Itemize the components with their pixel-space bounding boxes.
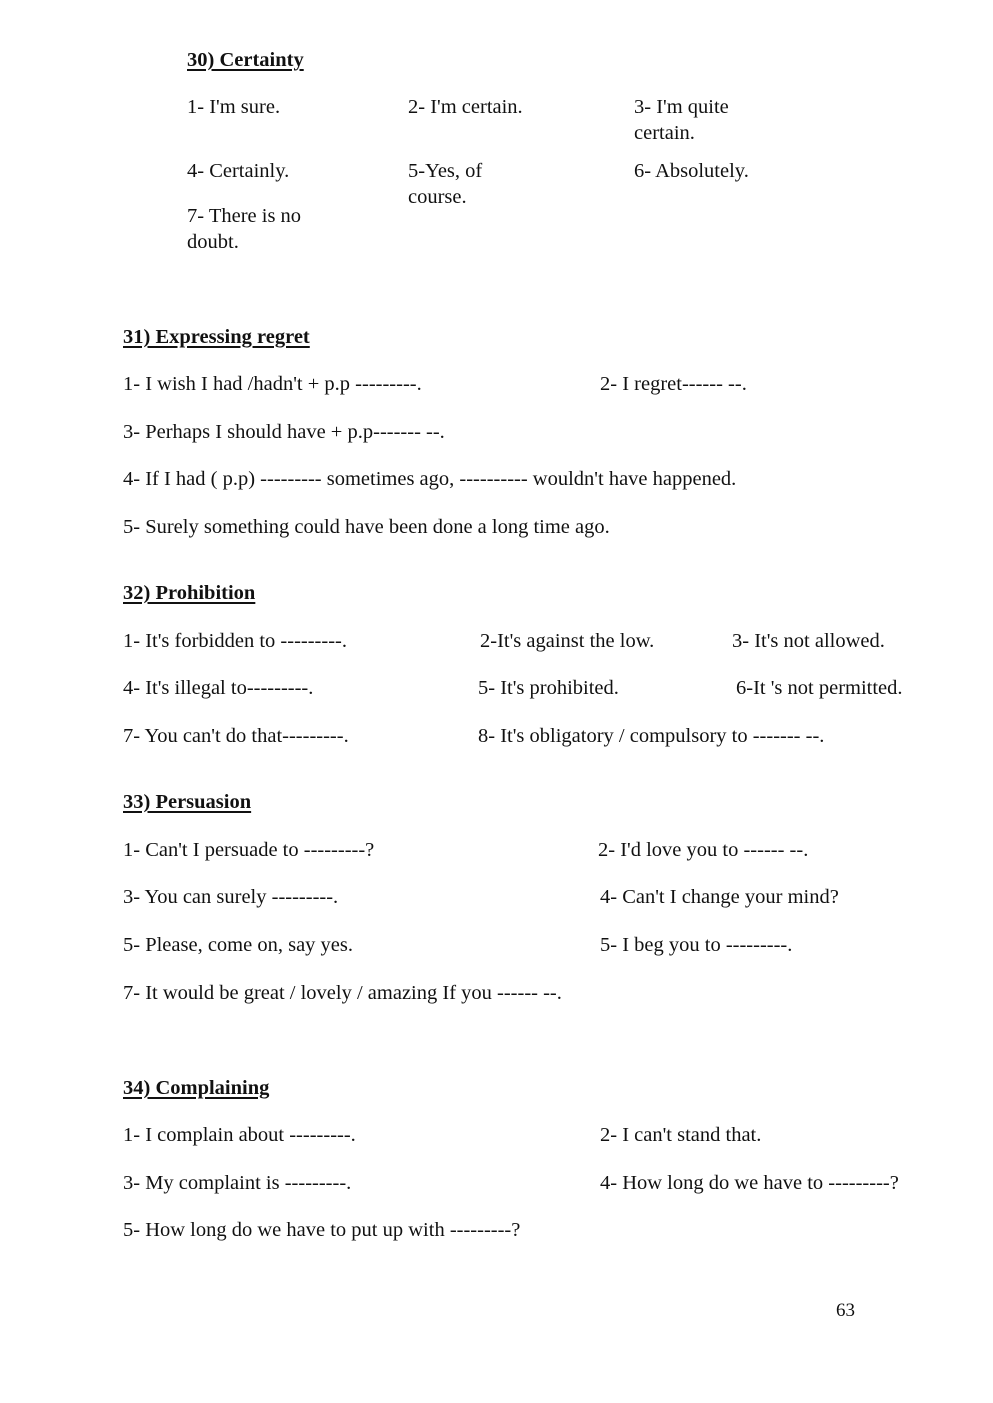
list-item: 4- How long do we have to ---------?	[600, 1172, 899, 1194]
list-item: 1- I wish I had /hadn't + p.p ---------.	[123, 373, 422, 395]
section-31-heading: 31) Expressing regret	[123, 326, 310, 348]
list-item: 2- I can't stand that.	[600, 1124, 762, 1146]
list-item: 7- It would be great / lovely / amazing If you ------ --.	[123, 982, 562, 1004]
section-30-heading: 30) Certainty	[187, 49, 304, 71]
page-number: 63	[836, 1300, 855, 1321]
list-item: 1- I'm sure.	[187, 96, 281, 118]
list-item: 1- Can't I persuade to ---------?	[123, 839, 375, 861]
list-item: 5- Please, come on, say yes.	[123, 934, 353, 956]
section-32-heading: 32) Prohibition	[123, 582, 256, 604]
list-item: 7- There is no doubt.	[187, 205, 302, 253]
list-item: 1- It's forbidden to ---------.	[123, 630, 347, 652]
list-item: 2- I regret------ --.	[600, 373, 747, 395]
list-item: 8- It's obligatory / compulsory to ------- --.	[478, 725, 825, 747]
list-item: 3- I'm quite certain.	[634, 96, 729, 144]
list-item: 5- It's prohibited.	[478, 677, 619, 699]
list-item: 5-Yes, of course.	[408, 160, 483, 208]
list-item: 4- If I had ( p.p) --------- sometimes ago, ---------- wouldn't have happened.	[123, 468, 737, 490]
section-33-heading: 33) Persuasion	[123, 791, 252, 813]
list-item: 6-It 's not permitted.	[736, 677, 903, 699]
list-item: 2- I'd love you to ------ --.	[598, 839, 809, 861]
list-item: 4- Certainly.	[187, 160, 290, 182]
list-item: 3- Perhaps I should have + p.p------- --.	[123, 421, 445, 443]
list-item: 7- You can't do that---------.	[123, 725, 349, 747]
list-item: 4- Can't I change your mind?	[600, 886, 839, 908]
list-item: 1- I complain about ---------.	[123, 1124, 356, 1146]
list-item: 2-It's against the low.	[480, 630, 655, 652]
list-item: 5- I beg you to ---------.	[600, 934, 793, 956]
list-item: 3- It's not allowed.	[732, 630, 885, 652]
list-item: 5- Surely something could have been done a long time ago.	[123, 516, 610, 538]
list-item: 5- How long do we have to put up with ---------?	[123, 1219, 521, 1241]
list-item: 3- My complaint is ---------.	[123, 1172, 352, 1194]
section-34-heading: 34) Complaining	[123, 1077, 270, 1099]
list-item: 6- Absolutely.	[634, 160, 749, 182]
list-item: 2- I'm certain.	[408, 96, 523, 118]
list-item: 3- You can surely ---------.	[123, 886, 339, 908]
list-item: 4- It's illegal to---------.	[123, 677, 314, 699]
